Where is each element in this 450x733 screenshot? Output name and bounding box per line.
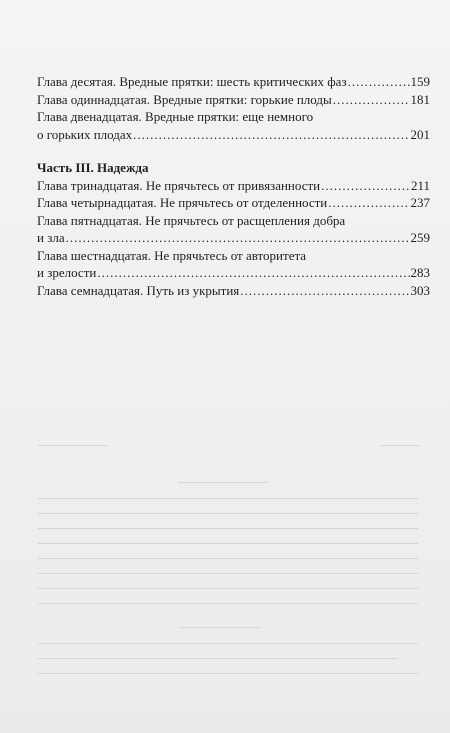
toc-page-number: 237 [410, 195, 430, 210]
toc-entry-chapter-10[interactable] [37, 73, 430, 91]
dot-leader [348, 73, 410, 91]
toc-page-number: 201 [410, 126, 430, 142]
toc-page-number: 159 [410, 74, 430, 89]
dot-leader [97, 264, 409, 282]
toc-entry-chapter-15[interactable] [37, 212, 430, 247]
toc-entry-chapter-16[interactable] [37, 247, 430, 282]
dot-leader [133, 126, 409, 144]
toc-entry-title: Глава десятая. Вредные прятки: шесть критических фаз [37, 74, 347, 89]
toc-page-number: 283 [410, 265, 430, 280]
toc-entry-title: Глава четырнадцатая. Не прячьтесь от отделенности [37, 195, 328, 210]
toc-entry-chapter-12[interactable] [37, 108, 430, 143]
toc-page-number: 181 [410, 91, 430, 107]
part-heading: Часть III. Надежда [37, 160, 149, 175]
dot-leader [333, 91, 410, 109]
toc-entry-title-continued: о горьких плодах [37, 126, 133, 142]
toc-page-number: 259 [410, 230, 430, 245]
dot-leader [328, 194, 409, 212]
toc-entry-chapter-14[interactable] [37, 194, 430, 212]
toc-entry-title: Глава тринадцатая. Не прячьтесь от привязанности [37, 177, 321, 193]
toc-entry-title: Глава двенадцатая. Вредные прятки: еще немного [37, 109, 314, 124]
toc-entry-chapter-11[interactable] [37, 91, 430, 109]
toc-entry-title: Глава пятнадцатая. Не прячьтесь от расщепления добра [37, 212, 346, 228]
toc-entry-chapter-13[interactable] [37, 177, 430, 195]
toc-entry-title: Глава семнадцатая. Путь из укрытия [37, 282, 240, 298]
dot-leader [240, 282, 409, 300]
toc-entry-title: Глава шестнадцатая. Не прячьтесь от авторитета [37, 247, 307, 263]
toc-entry-chapter-17[interactable] [37, 282, 430, 300]
table-of-contents [37, 73, 430, 299]
toc-page-number: 303 [410, 282, 430, 298]
toc-entry-title-continued: и зла [37, 230, 65, 245]
toc-page-number: 211 [410, 177, 430, 193]
toc-entry-title: Глава одиннадцатая. Вредные прятки: горькие плоды [37, 91, 332, 107]
dot-leader [321, 177, 410, 195]
toc-entry-title-continued: и зрелости [37, 265, 97, 280]
dot-leader [66, 229, 410, 247]
